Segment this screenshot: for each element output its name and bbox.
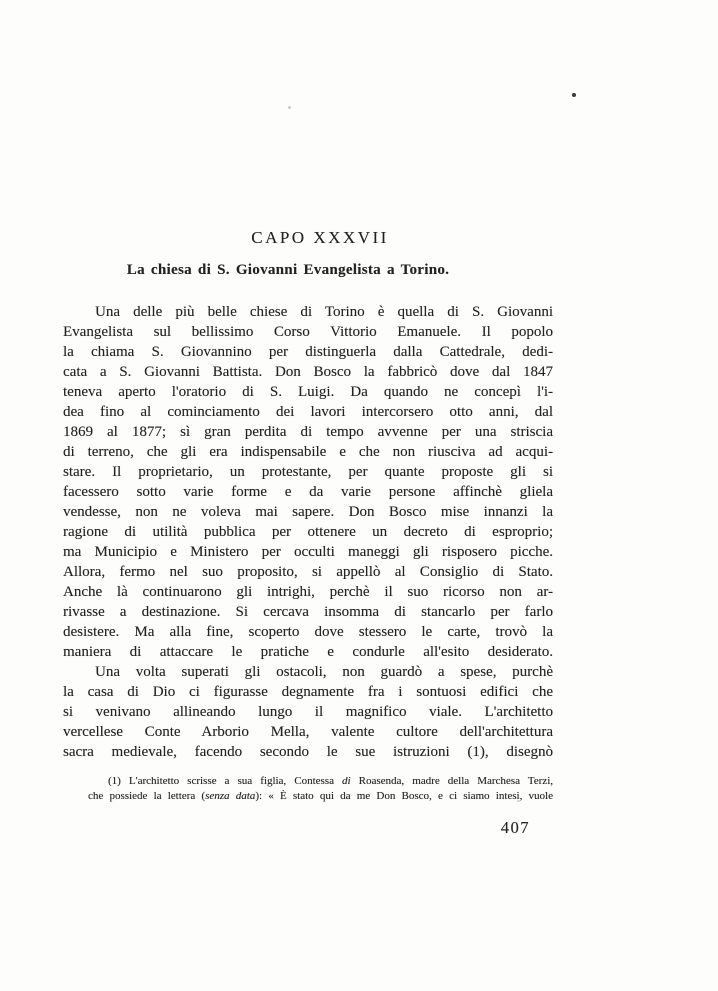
body-text-line: stare. Il proprietario, un protestante, per quante proposte gli si [63,464,553,480]
body-text-line: dea fino al cominciamento dei lavori intercorsero otto anni, dal [63,404,553,420]
body-text-line: vendesse, non ne voleva mai sapere. Don Bosco mise innanzi la [63,504,553,520]
footnote-text: (1) L'architetto scrisse a sua figlia, Contessa [108,775,343,787]
footnote-line [88,774,553,789]
body-text-line: rivasse a destinazione. Si cercava insomma di stancarlo per farlo [63,604,553,620]
body-text-line: cata a S. Giovanni Battista. Don Bosco la fabbricò dove dal 1847 [63,364,553,380]
body-text-line: teneva aperto l'oratorio di S. Luigi. Da quando ne concepì l'i- [63,384,553,400]
body-text [63,302,553,762]
body-text-line: maniera di attaccare le pratiche e condurle all'esito desiderato. [63,644,553,660]
footnote-text-italic: di [342,775,351,787]
body-text-line: Una volta superati gli ostacoli, non guardò a spese, purchè [95,664,553,680]
scan-artifact-dot [572,93,576,97]
body-text-line: Anche là continuarono gli intrighi, perchè il suo ricorso non ar- [63,584,553,600]
body-text-line: Evangelista sul bellissimo Corso Vittorio Emanuele. Il popolo [63,324,553,340]
body-text-line: 1869 al 1877; sì gran perdita di tempo avvenne per una striscia [63,424,553,440]
body-text-line: si venivano allineando lungo il magnifico viale. L'architetto [63,704,553,720]
footnote-text-italic: senza data [205,790,256,802]
body-text-line: facessero sotto varie forme e da varie persone affinchè gliela [63,484,553,500]
footnote-text: che possiede la lettera ( [88,790,206,802]
chapter-heading: CAPO XXXVII [251,228,389,247]
page-number: 407 [500,818,530,837]
body-text-line: desistere. Ma alla fine, scoperto dove stessero le carte, trovò la [63,624,553,640]
body-text-line: vercellese Conte Arborio Mella, valente cultore dell'architettura [63,724,553,740]
body-text-line: Una delle più belle chiese di Torino è quella di S. Giovanni [95,304,553,320]
body-text-line: la chiama S. Giovannino per distinguerla dalla Cattedrale, dedi- [63,344,553,360]
footnote [88,774,553,804]
body-text-line: sacra medievale, facendo secondo le sue istruzioni (1), disegnò [63,744,553,760]
body-text-line: ma Municipio e Ministero per occulti maneggi gli risposero picche. [63,544,553,560]
body-text-line: Allora, fermo nel suo proposito, si appellò al Consiglio di Stato. [63,564,553,580]
footnote-text: ): « È stato qui da me Don Bosco, e ci siamo intesi, vuole [255,790,554,802]
body-text-line: di terreno, che gli era indispensabile e che non riusciva ad acqui- [63,444,553,460]
footnote-text: Roasenda, madre della Marchesa Terzi, [350,775,553,787]
page-title: La chiesa di S. Giovanni Evangelista a Torino. [126,262,450,278]
scan-artifact-dot [288,106,291,109]
body-text-line: ragione di utilità pubblica per ottenere un decreto di esproprio; [63,524,553,540]
footnote-line [88,789,553,804]
body-text-line: la casa di Dio ci figurasse degnamente fra i sontuosi edifici che [63,684,553,700]
